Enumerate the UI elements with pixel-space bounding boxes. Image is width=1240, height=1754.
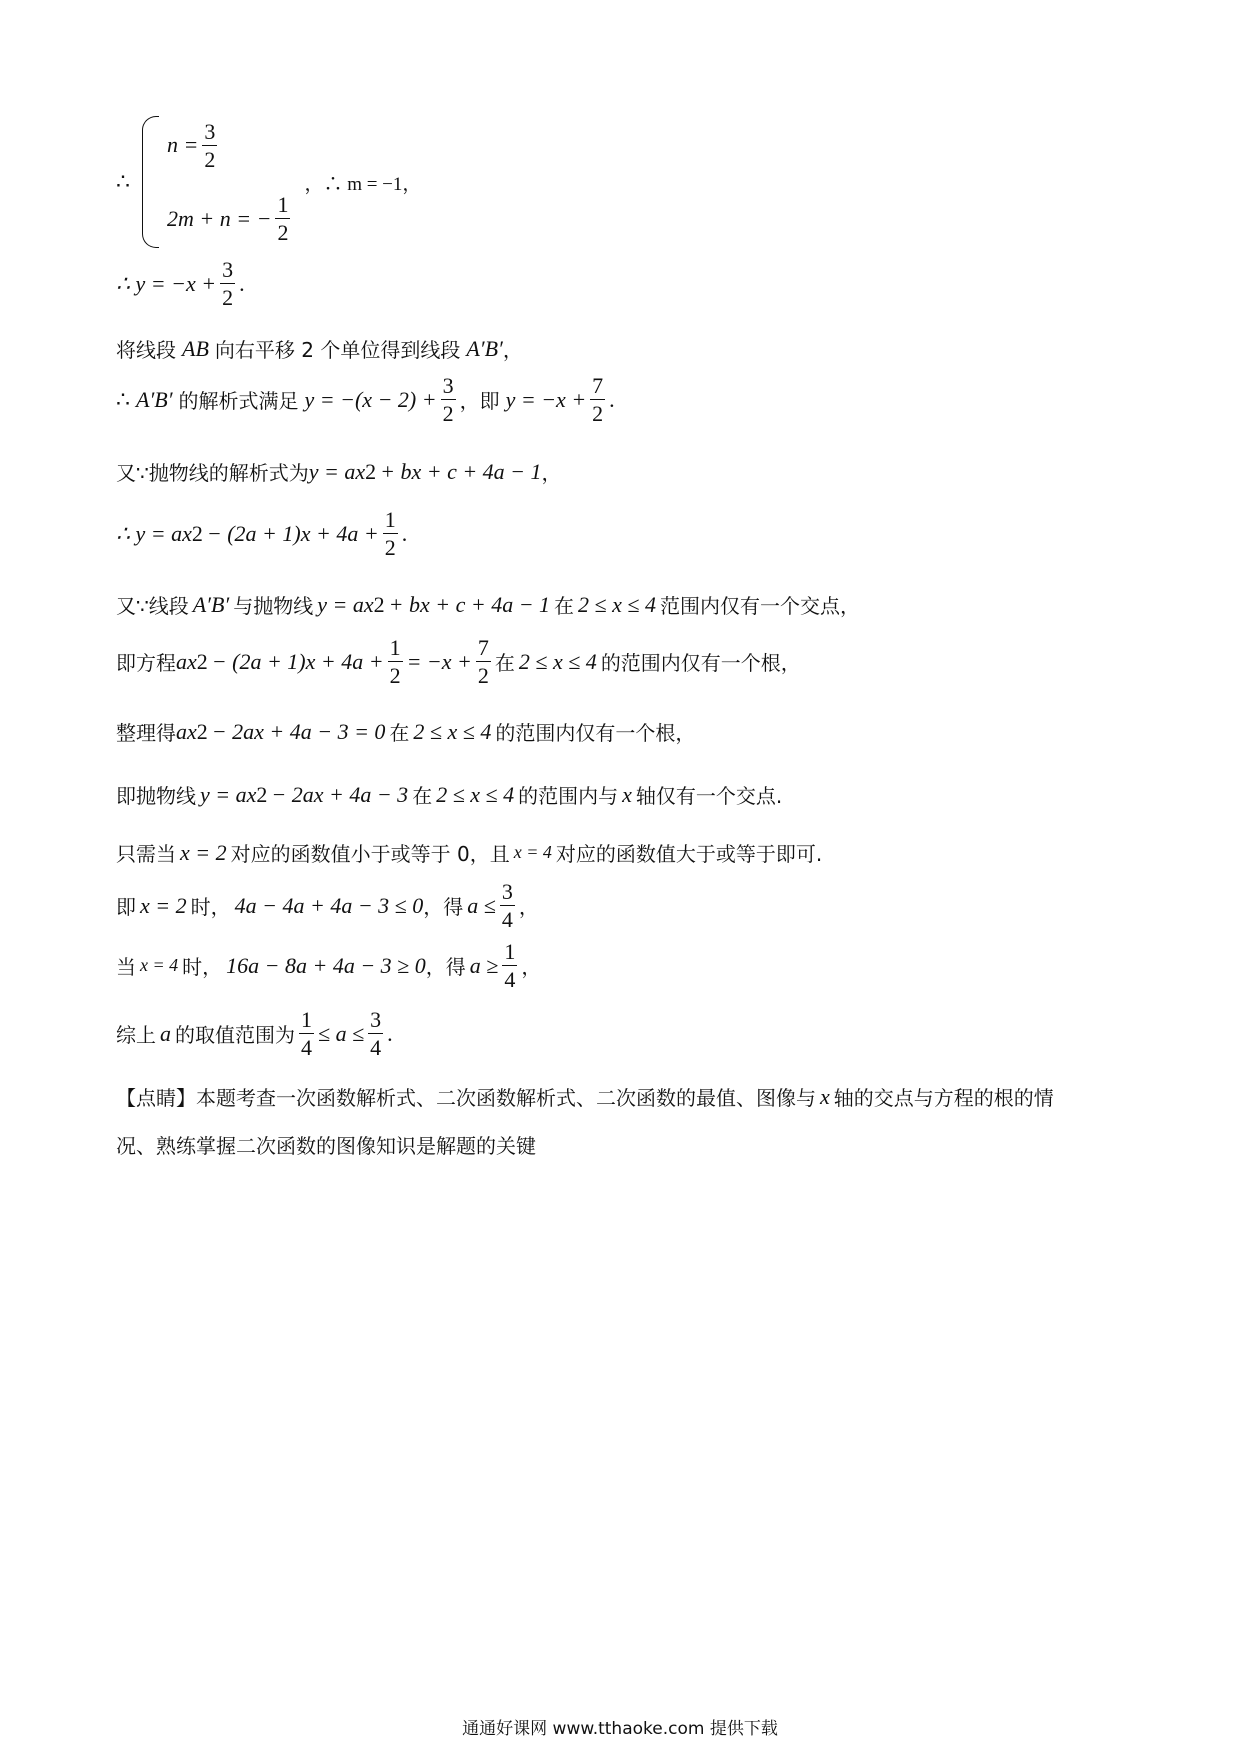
text: 的范围内仅有一个根， — [495, 721, 696, 745]
expr: ax — [176, 718, 197, 744]
x-variable: x — [820, 1083, 830, 1109]
expr: 4a − 4a + 4a − 3 ≤ 0 — [234, 892, 424, 918]
expr: a ≤ — [467, 892, 496, 918]
text: 当 — [116, 955, 136, 980]
expr: x = 4 — [140, 955, 179, 976]
fraction — [441, 374, 456, 425]
comment-text: 【点睛】本题考查一次函数解析式、二次函数解析式、二次函数的最值、图像与 — [116, 1086, 816, 1110]
frac-num: 1 — [384, 507, 396, 532]
expr: − (2a + 1)x + 4a + — [211, 648, 384, 674]
frac-den: 2 — [222, 285, 234, 311]
text: 在 — [389, 721, 410, 745]
range: 2 ≤ x ≤ 4 — [413, 718, 492, 744]
comment-text: 况、熟练掌握二次函数的图像知识是解题的关键 — [116, 1134, 536, 1158]
line-2 — [116, 258, 245, 309]
frac-num: 1 — [277, 192, 289, 217]
expr: − (2a + 1)x + 4a + — [206, 520, 379, 546]
frac-den: 4 — [501, 907, 513, 933]
line-12 — [116, 880, 539, 931]
line-10 — [116, 780, 782, 809]
text: 在 — [412, 784, 433, 808]
page-footer: 通通好课网 www.tthaoke.com 提供下载 — [462, 1719, 778, 1739]
text: 在 — [554, 594, 575, 618]
tail: ， — [521, 955, 542, 980]
segment-ab-prime: A′B′ — [466, 335, 503, 361]
superscript: 2 — [365, 458, 377, 484]
text: 整理得 — [116, 721, 176, 745]
line-11 — [116, 838, 822, 867]
frac-num: 7 — [477, 635, 489, 660]
expr: y = ax — [200, 781, 257, 807]
left-brace — [142, 116, 159, 248]
frac-den: 2 — [389, 663, 401, 689]
superscript: 2 — [196, 648, 208, 674]
frac-den: 4 — [504, 967, 516, 993]
text: 又∵线段 — [116, 594, 189, 618]
line-14 — [116, 1008, 393, 1059]
therefore-symbol: ∴ — [116, 169, 130, 194]
tail: ， — [518, 895, 539, 920]
range: 2 ≤ x ≤ 4 — [436, 781, 515, 807]
line-7 — [116, 590, 860, 619]
text: ，即 — [459, 389, 500, 414]
tail: . — [239, 270, 245, 296]
line-9 — [116, 717, 695, 746]
frac-num: 1 — [389, 635, 401, 660]
row1-fraction — [202, 120, 217, 171]
text: 的取值范围为 — [175, 1023, 295, 1048]
text: 即 — [116, 895, 136, 920]
frac-num: 3 — [501, 879, 513, 904]
frac-num: 3 — [222, 257, 234, 282]
text: 向右平移 2 个单位得到线段 — [214, 338, 461, 362]
expr: x = 2 — [140, 892, 187, 918]
text: 对应的函数值小于或等于 0，且 — [230, 842, 510, 866]
frac-num: 3 — [442, 373, 454, 398]
expr: y = −(x − 2) + — [304, 386, 437, 412]
fraction — [299, 1008, 314, 1059]
text: 的解析式满足 — [178, 389, 299, 414]
text: 即抛物线 — [116, 784, 196, 808]
tail: . — [401, 520, 408, 546]
superscript: 2 — [256, 781, 268, 807]
comment-text: 轴的交点与方程的根的情 — [833, 1086, 1054, 1110]
expr: y = ax — [308, 458, 366, 484]
expr: − 2ax + 4a − 3 — [271, 781, 409, 807]
therefore-symbol: ∴ — [116, 386, 130, 412]
text: 时， — [182, 955, 223, 980]
text: 在 — [494, 651, 515, 676]
row1-lhs: n = — [167, 132, 199, 158]
frac-num: 7 — [592, 373, 604, 398]
line-13 — [116, 940, 541, 991]
text: ，得 — [423, 895, 464, 920]
expr: − 2ax + 4a − 3 = 0 — [211, 718, 386, 744]
expr: y = ax — [317, 591, 374, 617]
frac-den: 2 — [477, 663, 489, 689]
frac-num: 1 — [504, 939, 516, 964]
system-row-2 — [167, 193, 294, 244]
text: 对应的函数值大于或等于即可. — [555, 842, 823, 866]
text: 的范围内与 — [518, 784, 619, 808]
text: 将线段 — [116, 338, 176, 362]
frac-den: 2 — [442, 401, 454, 427]
fraction — [500, 880, 515, 931]
fraction — [368, 1008, 383, 1059]
text: 即方程 — [116, 651, 176, 676]
expr: ≤ a ≤ — [318, 1020, 365, 1046]
frac-num: 3 — [204, 118, 216, 144]
segment-ab-prime: A′B′ — [192, 591, 230, 617]
frac-den: 2 — [592, 401, 604, 427]
range: 2 ≤ x ≤ 4 — [578, 591, 656, 617]
text: 轴仅有一个交点. — [635, 784, 783, 808]
range: 2 ≤ x ≤ 4 — [518, 648, 597, 674]
system-row-1 — [167, 120, 294, 171]
segment-ab-prime: A′B′ — [136, 386, 173, 412]
expr: y = −x + — [505, 386, 587, 412]
text: 的范围内仅有一个根， — [600, 651, 801, 676]
expr: + bx + c + 4a − 1 — [380, 458, 542, 484]
fraction — [383, 508, 398, 559]
x-variable: x — [622, 781, 632, 807]
frac-num: 3 — [370, 1007, 382, 1032]
tail: ， — [502, 338, 523, 362]
frac-den: 4 — [301, 1035, 312, 1061]
fraction — [220, 258, 235, 309]
line-6 — [116, 508, 407, 559]
text: 又∵抛物线的解析式为 — [116, 461, 309, 485]
frac-den: 4 — [370, 1035, 382, 1061]
superscript: 2 — [196, 718, 208, 744]
line-3 — [116, 334, 523, 363]
expr: ax — [176, 648, 197, 674]
expr: x = 2 — [180, 839, 227, 865]
frac-den: 2 — [277, 220, 289, 246]
expr: + bx + c + 4a − 1 — [388, 591, 551, 617]
expr: ∴ y = −x + — [116, 270, 217, 296]
fraction — [502, 940, 517, 991]
row2-fraction — [275, 193, 290, 244]
equation-system — [116, 116, 421, 248]
expr: 16a − 8a + 4a − 3 ≥ 0 — [226, 952, 426, 978]
tail: . — [609, 386, 615, 412]
line-15-comment — [116, 1082, 1054, 1111]
frac-den: 2 — [204, 146, 216, 172]
line-4 — [116, 374, 615, 425]
row2-lhs: 2m + n = − — [167, 205, 272, 231]
tail: ， — [541, 461, 562, 485]
expr: ∴ y = ax — [116, 520, 192, 546]
fraction — [590, 374, 605, 425]
text: 时， — [190, 895, 231, 920]
expr: a ≥ — [469, 952, 499, 978]
text: ，得 — [425, 955, 466, 980]
text: 只需当 — [116, 842, 176, 866]
line-5 — [116, 457, 562, 486]
superscript: 2 — [373, 591, 385, 617]
line-8 — [116, 636, 801, 687]
expr: x = 4 — [513, 842, 552, 862]
fraction — [476, 636, 491, 687]
frac-num: 1 — [301, 1007, 312, 1032]
superscript: 2 — [191, 520, 203, 546]
text: 与抛物线 — [233, 594, 314, 618]
fraction — [388, 636, 403, 687]
text: 范围内仅有一个交点， — [659, 594, 860, 618]
a-variable: a — [160, 1020, 171, 1046]
line-16-comment — [116, 1130, 536, 1159]
text: 综上 — [116, 1023, 156, 1048]
segment-ab: AB — [182, 335, 209, 361]
tail: . — [387, 1020, 393, 1046]
frac-den: 2 — [384, 535, 396, 561]
system-tail: ，∴ m = −1， — [304, 173, 422, 195]
expr: = −x + — [406, 648, 472, 674]
